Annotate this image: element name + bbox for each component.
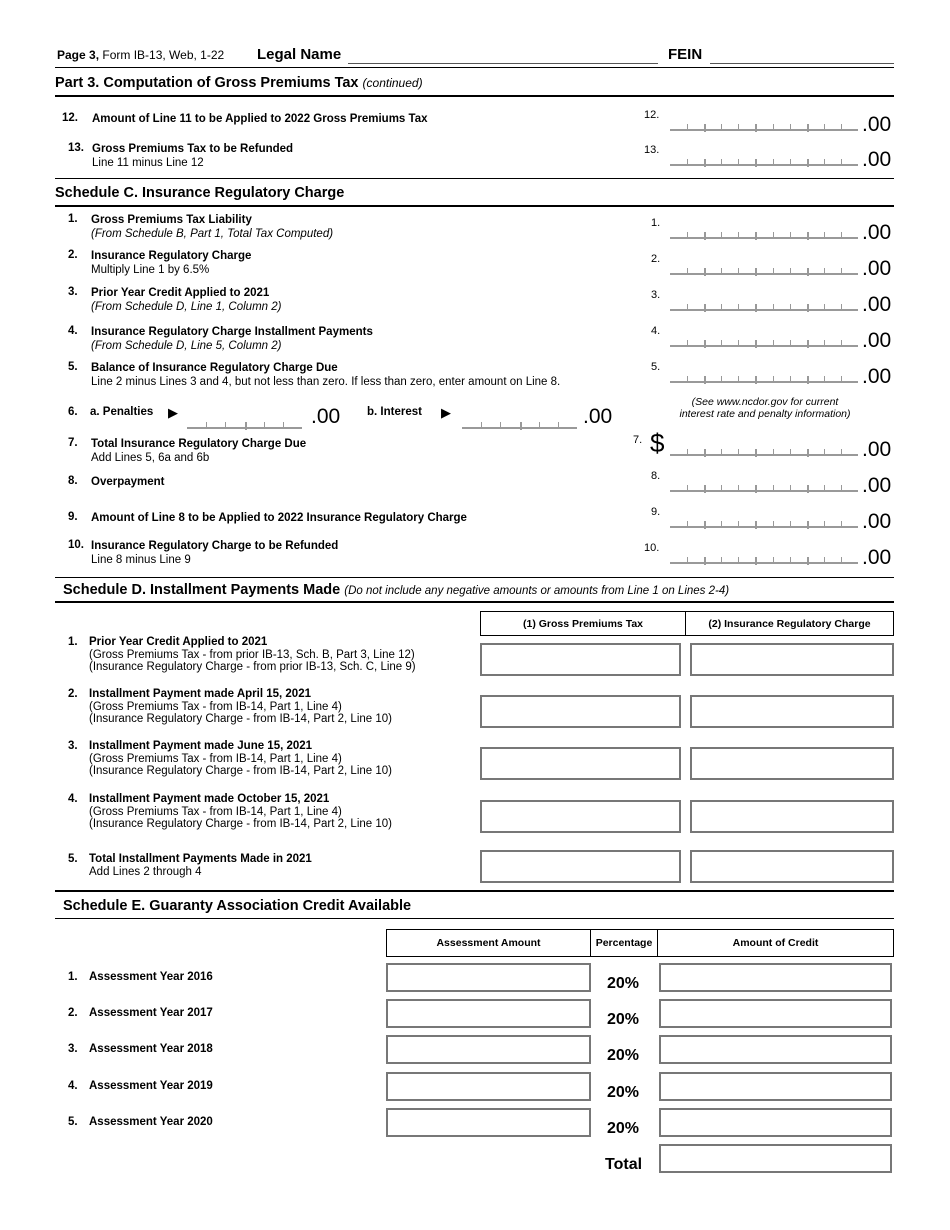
penalties-label: a. Penalties — [90, 406, 154, 418]
col-percentage: Percentage — [590, 929, 658, 957]
cents-label: .00 — [862, 257, 892, 280]
amount-field[interactable] — [670, 335, 858, 347]
line-number: 10. — [68, 539, 84, 551]
line-number: 6. — [68, 406, 78, 418]
cents-label: .00 — [862, 113, 892, 136]
comb-tick — [721, 124, 722, 129]
insurance-regulatory-charge-field[interactable] — [690, 850, 894, 883]
comb-tick — [755, 304, 757, 312]
comb-tick — [264, 422, 265, 427]
line-ref: 13. — [644, 144, 660, 156]
credit-amount-field[interactable] — [659, 963, 892, 992]
line-title: Prior Year Credit Applied to 2021 — [91, 287, 270, 299]
divider — [55, 205, 894, 207]
line-instruction: Add Lines 2 through 4 — [89, 865, 202, 878]
comb-tick — [704, 232, 706, 240]
line-label — [91, 325, 631, 353]
comb-tick — [687, 449, 688, 454]
comb-tick — [520, 422, 522, 430]
line-number: 1. — [68, 971, 78, 983]
col-amount-of-credit: Amount of Credit — [657, 929, 894, 957]
line-ref: 7. — [633, 434, 643, 446]
line-number: 2. — [68, 688, 78, 700]
line-label — [91, 249, 631, 277]
divider — [55, 577, 894, 578]
comb-tick — [773, 304, 774, 309]
line-number: 8. — [68, 475, 78, 487]
gross-premiums-tax-field[interactable] — [480, 800, 681, 833]
credit-amount-field[interactable] — [659, 1072, 892, 1101]
comb-tick — [841, 124, 842, 129]
line-title: Insurance Regulatory Charge — [91, 250, 252, 262]
penalties-field[interactable] — [187, 417, 302, 429]
comb-tick — [824, 232, 825, 237]
comb-tick — [755, 124, 757, 132]
comb-tick — [687, 557, 688, 562]
line-number: 5. — [68, 1116, 78, 1128]
comb-tick — [773, 268, 774, 273]
col-assessment-amount: Assessment Amount — [386, 929, 591, 957]
comb-tick — [721, 304, 722, 309]
comb-tick — [721, 159, 722, 164]
line-ref: 5. — [651, 361, 661, 373]
line-number: 3. — [68, 1043, 78, 1055]
line-ref: 2. — [651, 253, 661, 265]
comb-tick — [721, 449, 722, 454]
line-instruction: (From Schedule D, Line 5, Column 2) — [91, 340, 282, 352]
comb-tick — [824, 340, 825, 345]
line-instruction: Line 11 minus Line 12 — [92, 157, 204, 169]
comb-tick — [687, 268, 688, 273]
comb-tick — [539, 422, 540, 427]
line-number: 13. — [68, 142, 84, 154]
cents-label: .00 — [862, 510, 892, 533]
line-label — [89, 688, 479, 726]
comb-tick — [807, 232, 809, 240]
comb-tick — [790, 557, 791, 562]
rate-note: (See www.ncdor.gov for current interest rate and penalty information) — [679, 396, 851, 420]
schedule-d-title: Schedule D. Installment Payments Made (Do not include any negative amounts or amounts from Line 1 on Lines 2-4) — [63, 582, 730, 598]
divider — [55, 601, 894, 603]
line-instruction: Line 2 minus Lines 3 and 4, but not less than zero. If less than zero, enter amount on Line 8. — [91, 376, 561, 388]
assessment-amount-field[interactable] — [386, 1108, 591, 1137]
page-number: Page 3, — [57, 48, 100, 62]
line-instruction: (Insurance Regulatory Charge - from IB-14, Part 2, Line 10) — [89, 818, 392, 830]
comb-tick — [721, 340, 722, 345]
comb-tick — [738, 159, 739, 164]
line-label — [89, 740, 479, 778]
comb-tick — [841, 159, 842, 164]
gross-premiums-tax-field[interactable] — [480, 695, 681, 728]
comb-tick — [790, 340, 791, 345]
comb-tick — [704, 159, 706, 167]
cents-label: .00 — [583, 405, 613, 428]
comb-tick — [738, 124, 739, 129]
comb-tick — [824, 376, 825, 381]
assessment-amount-field[interactable] — [386, 963, 591, 992]
percentage-value: 20% — [607, 1047, 640, 1064]
line-number: 2. — [68, 249, 78, 261]
part3-title: Part 3. Computation of Gross Premiums Tax (continued) — [55, 75, 423, 91]
line-label — [92, 142, 632, 170]
percentage-value: 20% — [607, 1011, 640, 1028]
comb-tick — [773, 521, 774, 526]
comb-tick — [807, 268, 809, 276]
cents-label: .00 — [862, 148, 892, 171]
comb-tick — [704, 485, 706, 493]
insurance-regulatory-charge-field[interactable] — [690, 800, 894, 833]
gross-premiums-tax-field[interactable] — [480, 643, 681, 676]
comb-tick — [824, 268, 825, 273]
comb-tick — [807, 340, 809, 348]
comb-tick — [824, 449, 825, 454]
line-number: 1. — [68, 213, 78, 225]
comb-tick — [687, 340, 688, 345]
cents-label: .00 — [862, 365, 892, 388]
comb-tick — [773, 485, 774, 490]
line-number: 4. — [68, 793, 78, 805]
line-label — [89, 793, 479, 831]
line-label — [91, 361, 631, 389]
line-title: Amount of Line 8 to be Applied to 2022 Insurance Regulatory Charge — [91, 512, 467, 524]
comb-tick — [721, 521, 722, 526]
comb-tick — [841, 268, 842, 273]
line-label — [91, 511, 631, 525]
amount-field[interactable] — [670, 154, 858, 166]
gross-premiums-tax-field[interactable] — [480, 850, 681, 883]
comb-tick — [755, 485, 757, 493]
comb-tick — [807, 485, 809, 493]
insurance-regulatory-charge-field[interactable] — [690, 643, 894, 676]
comb-tick — [807, 449, 809, 457]
ncdor-link[interactable]: www.ncdor.gov — [716, 396, 788, 408]
comb-tick — [687, 159, 688, 164]
line-label — [91, 286, 631, 314]
comb-tick — [841, 485, 842, 490]
comb-tick — [687, 304, 688, 309]
comb-tick — [824, 521, 825, 526]
comb-tick — [687, 485, 688, 490]
interest-field[interactable] — [462, 417, 577, 429]
line-title: Assessment Year 2019 — [89, 1080, 213, 1092]
comb-tick — [824, 304, 825, 309]
assessment-amount-field[interactable] — [386, 999, 591, 1028]
arrow-icon: ▶ — [168, 405, 178, 420]
total-credit-field[interactable] — [659, 1144, 892, 1173]
divider — [55, 178, 894, 179]
percentage-value: 20% — [607, 1084, 640, 1101]
comb-tick — [841, 557, 842, 562]
comb-tick — [755, 268, 757, 276]
comb-tick — [773, 557, 774, 562]
line-instruction: (Gross Premiums Tax - from prior IB-13, Sch. B, Part 3, Line 12) — [89, 648, 415, 661]
comb-tick — [245, 422, 247, 430]
line-ref: 10. — [644, 542, 660, 554]
comb-tick — [807, 124, 809, 132]
line-label — [91, 213, 631, 241]
line-number: 4. — [68, 325, 78, 337]
line-label — [92, 112, 632, 126]
line-title: Balance of Insurance Regulatory Charge Due — [91, 362, 338, 374]
line-title: Overpayment — [91, 476, 165, 488]
comb-tick — [704, 449, 706, 457]
line-title: Installment Payment made April 15, 2021 — [89, 688, 311, 700]
line-instruction: (Gross Premiums Tax - from IB-14, Part 1, Line 4) — [89, 700, 342, 713]
line-title: Gross Premiums Tax Liability — [91, 214, 252, 226]
comb-tick — [687, 521, 688, 526]
line-instruction: (Gross Premiums Tax - from IB-14, Part 1, Line 4) — [89, 752, 342, 765]
cents-label: .00 — [862, 474, 892, 497]
line-instruction: Multiply Line 1 by 6.5% — [91, 264, 210, 276]
cents-label: .00 — [862, 221, 892, 244]
line-instruction: (Insurance Regulatory Charge - from IB-14, Part 2, Line 10) — [89, 713, 392, 725]
line-title: Assessment Year 2018 — [89, 1043, 213, 1055]
line-number: 5. — [68, 853, 78, 865]
percentage-value: 20% — [607, 975, 640, 992]
comb-tick — [738, 232, 739, 237]
cents-label: .00 — [862, 546, 892, 569]
line-title: Prior Year Credit Applied to 2021 — [89, 636, 268, 648]
amount-field[interactable] — [670, 119, 858, 131]
comb-tick — [755, 376, 757, 384]
comb-tick — [841, 376, 842, 381]
line-ref: 1. — [651, 217, 661, 229]
line-instruction: (Gross Premiums Tax - from IB-14, Part 1, Line 4) — [89, 805, 342, 818]
amount-field[interactable] — [670, 444, 858, 456]
comb-tick — [824, 124, 825, 129]
comb-tick — [773, 232, 774, 237]
line-ref: 8. — [651, 470, 661, 482]
comb-tick — [755, 557, 757, 565]
line-number: 5. — [68, 361, 78, 373]
amount-field[interactable] — [670, 480, 858, 492]
line-instruction: (Insurance Regulatory Charge - from IB-14, Part 2, Line 10) — [89, 765, 392, 777]
comb-tick — [790, 521, 791, 526]
line-title: Total Installment Payments Made in 2021 — [89, 853, 312, 865]
comb-tick — [790, 376, 791, 381]
comb-tick — [790, 124, 791, 129]
line-label — [89, 636, 479, 674]
comb-tick — [755, 449, 757, 457]
comb-tick — [807, 521, 809, 529]
fein-field[interactable] — [710, 63, 894, 64]
comb-tick — [807, 159, 809, 167]
comb-tick — [790, 232, 791, 237]
comb-tick — [558, 422, 559, 427]
comb-tick — [704, 304, 706, 312]
comb-tick — [807, 376, 809, 384]
line-instruction: (From Schedule B, Part 1, Total Tax Computed) — [91, 228, 334, 240]
comb-tick — [704, 268, 706, 276]
col-gross-premiums-tax: (1) Gross Premiums Tax — [480, 611, 686, 636]
comb-tick — [738, 485, 739, 490]
comb-tick — [500, 422, 501, 427]
line-title: Assessment Year 2020 — [89, 1116, 213, 1128]
comb-tick — [283, 422, 284, 427]
amount-field[interactable] — [670, 263, 858, 275]
comb-tick — [738, 340, 739, 345]
amount-field[interactable] — [670, 299, 858, 311]
comb-tick — [755, 159, 757, 167]
amount-field[interactable] — [670, 227, 858, 239]
cents-label: .00 — [862, 293, 892, 316]
line-title: Installment Payment made June 15, 2021 — [89, 740, 313, 752]
line-number: 3. — [68, 286, 78, 298]
line-title: Gross Premiums Tax to be Refunded — [92, 143, 294, 155]
comb-tick — [773, 340, 774, 345]
line-number: 12. — [62, 112, 78, 124]
comb-tick — [790, 268, 791, 273]
insurance-regulatory-charge-field[interactable] — [690, 747, 894, 780]
interest-label: b. Interest — [367, 406, 422, 418]
comb-tick — [687, 232, 688, 237]
comb-tick — [773, 159, 774, 164]
comb-tick — [790, 304, 791, 309]
comb-tick — [687, 124, 688, 129]
line-instruction: (From Schedule D, Line 1, Column 2) — [91, 301, 282, 313]
comb-tick — [704, 557, 706, 565]
comb-tick — [738, 557, 739, 562]
insurance-regulatory-charge-field[interactable] — [690, 695, 894, 728]
line-title: Assessment Year 2016 — [89, 971, 213, 983]
comb-tick — [807, 304, 809, 312]
comb-tick — [824, 557, 825, 562]
legal-name-label: Legal Name — [257, 46, 342, 63]
comb-tick — [841, 449, 842, 454]
comb-tick — [790, 159, 791, 164]
comb-tick — [824, 159, 825, 164]
cents-label: .00 — [862, 438, 892, 461]
page-info — [57, 48, 224, 62]
line-title: Assessment Year 2017 — [89, 1007, 213, 1019]
comb-tick — [704, 124, 706, 132]
comb-tick — [807, 557, 809, 565]
line-title: Insurance Regulatory Charge to be Refunded — [91, 540, 339, 552]
comb-tick — [721, 485, 722, 490]
line-instruction: Add Lines 5, 6a and 6b — [91, 452, 210, 464]
divider — [55, 95, 894, 97]
col-insurance-regulatory-charge: (2) Insurance Regulatory Charge — [685, 611, 894, 636]
line-instruction: Line 8 minus Line 9 — [91, 554, 191, 566]
fein-label: FEIN — [668, 46, 703, 63]
comb-tick — [755, 340, 757, 348]
comb-tick — [773, 124, 774, 129]
comb-tick — [738, 268, 739, 273]
dollar-sign: $ — [650, 428, 665, 458]
line-label — [91, 437, 631, 465]
comb-tick — [687, 376, 688, 381]
schedule-c-title: Schedule C. Insurance Regulatory Charge — [55, 185, 345, 201]
line-title: Installment Payment made October 15, 2021 — [89, 793, 330, 805]
form-id: Form IB-13, Web, 1-22 — [102, 48, 225, 62]
line-ref: 4. — [651, 325, 661, 337]
line-number: 7. — [68, 437, 78, 449]
comb-tick — [721, 232, 722, 237]
amount-field[interactable] — [670, 371, 858, 383]
comb-tick — [841, 521, 842, 526]
line-number: 3. — [68, 740, 78, 752]
comb-tick — [225, 422, 226, 427]
comb-tick — [721, 557, 722, 562]
percentage-value: 20% — [607, 1120, 640, 1137]
arrow-icon: ▶ — [441, 405, 451, 420]
comb-tick — [721, 268, 722, 273]
credit-amount-field[interactable] — [659, 1108, 892, 1137]
comb-tick — [481, 422, 482, 427]
cents-label: .00 — [311, 405, 341, 428]
comb-tick — [841, 340, 842, 345]
amount-field[interactable] — [670, 552, 858, 564]
comb-tick — [841, 232, 842, 237]
comb-tick — [738, 449, 739, 454]
amount-field[interactable] — [670, 516, 858, 528]
comb-tick — [841, 304, 842, 309]
line-label — [91, 539, 631, 567]
divider — [55, 67, 894, 68]
assessment-amount-field[interactable] — [386, 1072, 591, 1101]
comb-tick — [704, 340, 706, 348]
line-ref: 3. — [651, 289, 661, 301]
comb-tick — [773, 376, 774, 381]
comb-tick — [773, 449, 774, 454]
gross-premiums-tax-field[interactable] — [480, 747, 681, 780]
line-instruction: (Insurance Regulatory Charge - from prior IB-13, Sch. C, Line 9) — [89, 661, 416, 673]
line-number: 2. — [68, 1007, 78, 1019]
line-title: Insurance Regulatory Charge Installment Payments — [91, 326, 373, 338]
line-title: Amount of Line 11 to be Applied to 2022 Gross Premiums Tax — [92, 113, 428, 125]
legal-name-field[interactable] — [348, 63, 658, 64]
line-title: Total Insurance Regulatory Charge Due — [91, 438, 307, 450]
line-number: 9. — [68, 511, 78, 523]
comb-tick — [790, 485, 791, 490]
divider — [55, 890, 894, 892]
comb-tick — [704, 521, 706, 529]
assessment-amount-field[interactable] — [386, 1035, 591, 1064]
comb-tick — [704, 376, 706, 384]
comb-tick — [738, 376, 739, 381]
credit-amount-field[interactable] — [659, 1035, 892, 1064]
total-label: Total — [605, 1156, 643, 1173]
line-ref: 9. — [651, 506, 661, 518]
comb-tick — [755, 232, 757, 240]
divider — [55, 918, 894, 919]
comb-tick — [738, 521, 739, 526]
schedule-e-title: Schedule E. Guaranty Association Credit Available — [63, 898, 412, 914]
line-label — [89, 853, 479, 878]
line-ref: 12. — [644, 109, 660, 121]
line-number: 1. — [68, 636, 78, 648]
comb-tick — [738, 304, 739, 309]
comb-tick — [824, 485, 825, 490]
line-label — [91, 475, 631, 489]
comb-tick — [755, 521, 757, 529]
line-number: 4. — [68, 1080, 78, 1092]
cents-label: .00 — [862, 329, 892, 352]
comb-tick — [206, 422, 207, 427]
comb-tick — [721, 376, 722, 381]
credit-amount-field[interactable] — [659, 999, 892, 1028]
comb-tick — [790, 449, 791, 454]
